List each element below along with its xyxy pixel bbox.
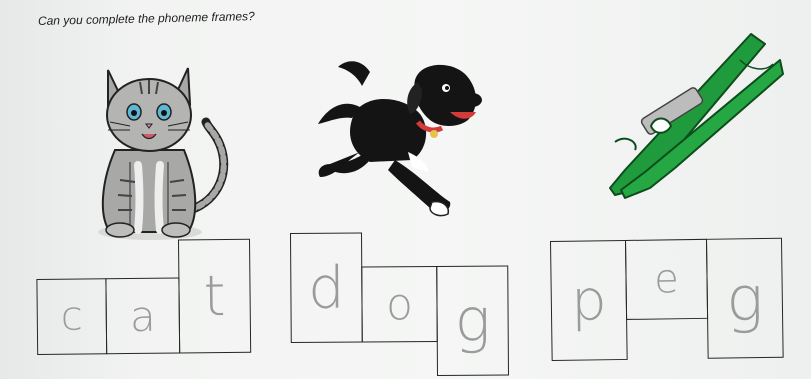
handwritten-letter: g [725, 261, 764, 336]
phoneme-box-a[interactable] [105, 278, 180, 355]
phoneme-box-t[interactable] [178, 239, 251, 354]
cat-icon [80, 50, 240, 245]
handwritten-letter: p [570, 267, 608, 334]
handwritten-letter: a [129, 291, 156, 341]
phoneme-frame-peg [550, 238, 784, 365]
dog-icon [300, 52, 500, 222]
instruction-text: Can you complete the phoneme frames? [37, 9, 255, 28]
phoneme-box-o[interactable] [361, 266, 438, 343]
handwritten-letter: g [454, 285, 491, 356]
phoneme-frame-dog [290, 231, 509, 378]
handwritten-letter: c [60, 293, 84, 340]
handwritten-letter: o [385, 278, 414, 330]
peg-icon [555, 30, 785, 205]
phoneme-box-p[interactable] [550, 240, 628, 361]
phoneme-box-g[interactable] [436, 265, 509, 375]
handwritten-letter: t [203, 263, 226, 329]
handwritten-letter: d [307, 253, 346, 322]
phoneme-box-c[interactable] [36, 278, 107, 355]
phoneme-box-d[interactable] [290, 232, 363, 342]
phoneme-frame-cat [36, 239, 252, 356]
phoneme-box-g[interactable] [706, 238, 784, 359]
handwritten-letter: e [653, 256, 680, 303]
phoneme-box-e[interactable] [625, 239, 708, 320]
